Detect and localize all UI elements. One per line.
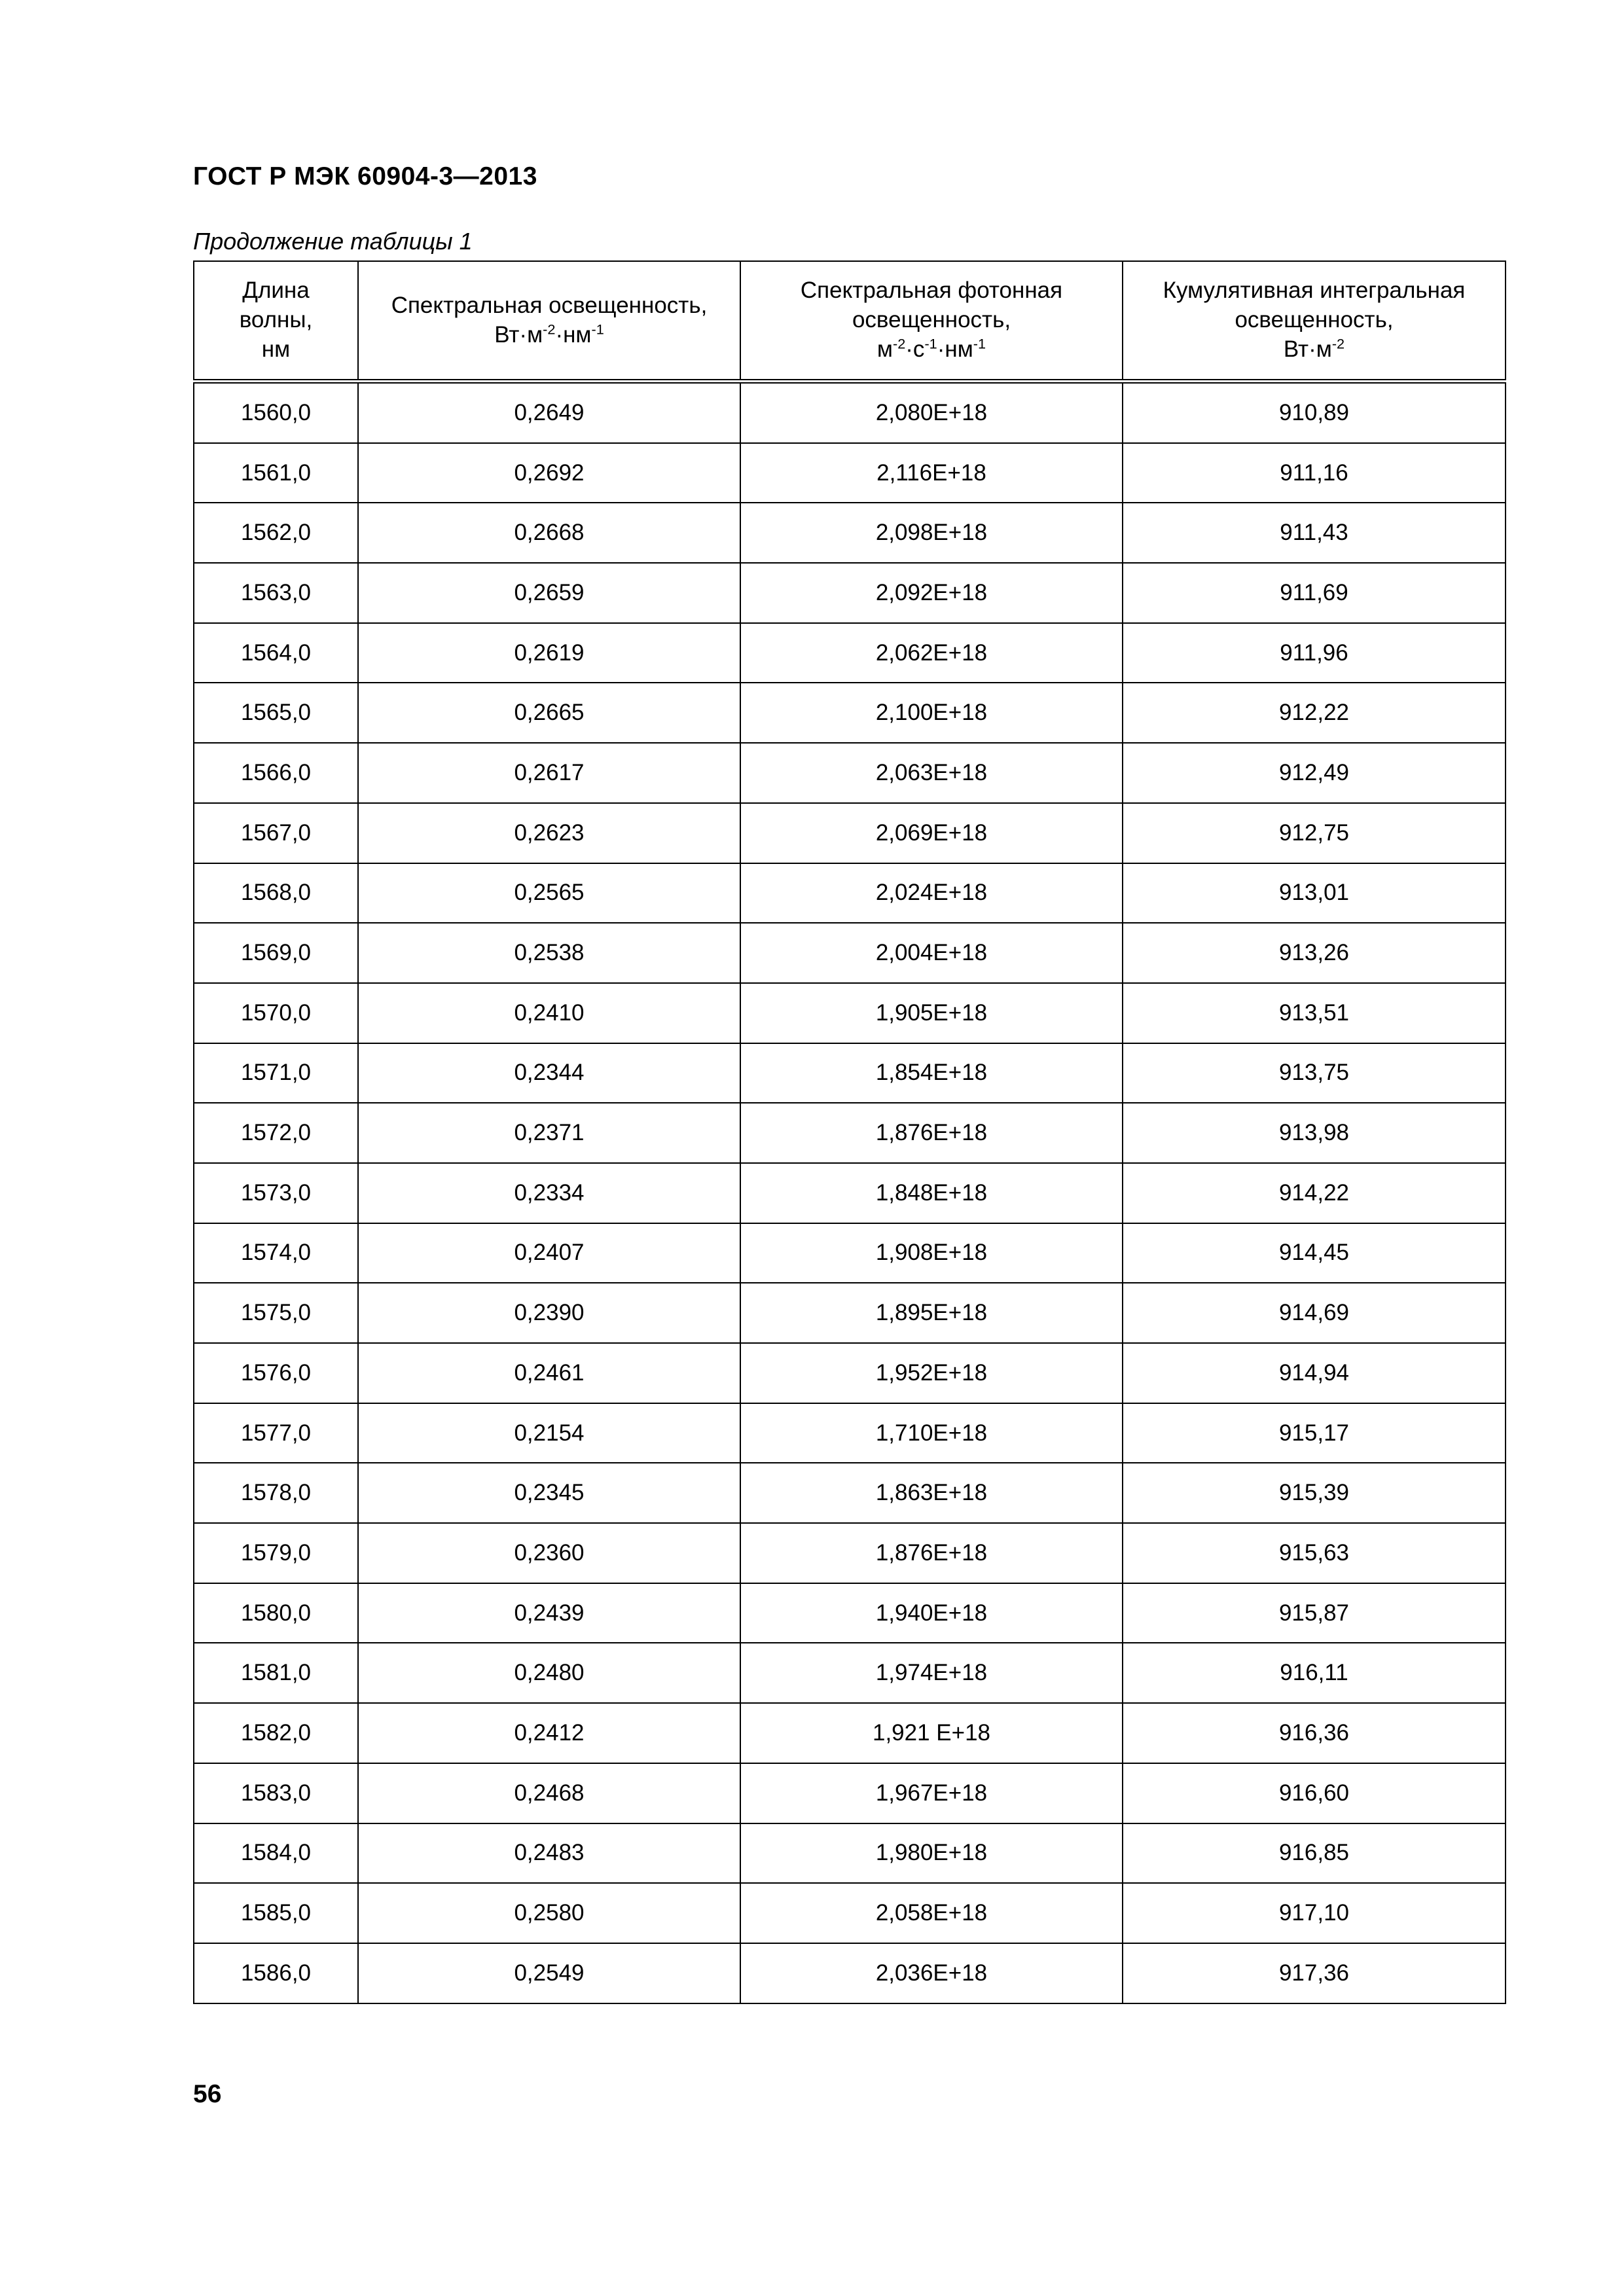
cell-cumulative-irradiance: 915,63	[1123, 1523, 1506, 1583]
table-row	[194, 1043, 1506, 1103]
cell-wavelength: 1581,0	[194, 1643, 358, 1703]
table-row	[194, 1883, 1506, 1943]
cell-photon-irradiance: 1,876E+18	[740, 1103, 1123, 1163]
table-row	[194, 983, 1506, 1043]
cell-wavelength: 1585,0	[194, 1883, 358, 1943]
page-number: 56	[193, 2080, 222, 2108]
cell-spectral-irradiance: 0,2154	[358, 1403, 740, 1463]
cell-wavelength: 1566,0	[194, 743, 358, 803]
header-text: Спектральная фотонная	[800, 278, 1063, 304]
cell-wavelength: 1567,0	[194, 803, 358, 863]
table-row	[194, 1823, 1506, 1884]
cell-cumulative-irradiance: 913,01	[1123, 863, 1506, 924]
cell-spectral-irradiance: 0,2407	[358, 1223, 740, 1283]
cell-cumulative-irradiance: 912,22	[1123, 683, 1506, 743]
cell-cumulative-irradiance: 915,39	[1123, 1463, 1506, 1523]
table-row	[194, 1223, 1506, 1283]
table-header	[194, 261, 1506, 382]
document-title: ГОСТ Р МЭК 60904-3—2013	[193, 162, 537, 190]
header-text: нм	[261, 336, 291, 362]
cell-wavelength: 1569,0	[194, 923, 358, 983]
cell-photon-irradiance: 2,100E+18	[740, 683, 1123, 743]
cell-cumulative-irradiance: 911,43	[1123, 503, 1506, 563]
cell-wavelength: 1574,0	[194, 1223, 358, 1283]
table-row	[194, 1103, 1506, 1163]
table-row	[194, 503, 1506, 563]
table-row	[194, 803, 1506, 863]
cell-photon-irradiance: 2,069E+18	[740, 803, 1123, 863]
cell-wavelength: 1578,0	[194, 1463, 358, 1523]
header-cumulative-irradiance	[1123, 261, 1506, 382]
cell-wavelength: 1571,0	[194, 1043, 358, 1103]
cell-photon-irradiance: 1,974E+18	[740, 1643, 1123, 1703]
cell-spectral-irradiance: 0,2371	[358, 1103, 740, 1163]
table-row	[194, 563, 1506, 623]
header-text: Длина	[242, 278, 310, 304]
table-row	[194, 683, 1506, 743]
cell-cumulative-irradiance: 911,16	[1123, 443, 1506, 503]
cell-cumulative-irradiance: 916,11	[1123, 1643, 1506, 1703]
cell-wavelength: 1580,0	[194, 1583, 358, 1643]
cell-cumulative-irradiance: 913,51	[1123, 983, 1506, 1043]
cell-spectral-irradiance: 0,2410	[358, 983, 740, 1043]
cell-spectral-irradiance: 0,2623	[358, 803, 740, 863]
cell-wavelength: 1586,0	[194, 1943, 358, 2003]
table-row	[194, 1403, 1506, 1463]
cell-photon-irradiance: 1,908E+18	[740, 1223, 1123, 1283]
cell-spectral-irradiance: 0,2412	[358, 1703, 740, 1763]
cell-cumulative-irradiance: 911,69	[1123, 563, 1506, 623]
cell-photon-irradiance: 2,116E+18	[740, 443, 1123, 503]
cell-spectral-irradiance: 0,2649	[358, 382, 740, 443]
cell-wavelength: 1561,0	[194, 443, 358, 503]
cell-spectral-irradiance: 0,2692	[358, 443, 740, 503]
cell-photon-irradiance: 2,063E+18	[740, 743, 1123, 803]
cell-photon-irradiance: 2,080E+18	[740, 382, 1123, 443]
header-wavelength	[194, 261, 358, 382]
cell-cumulative-irradiance: 912,49	[1123, 743, 1506, 803]
cell-photon-irradiance: 1,905E+18	[740, 983, 1123, 1043]
cell-cumulative-irradiance: 917,10	[1123, 1883, 1506, 1943]
cell-wavelength: 1568,0	[194, 863, 358, 924]
table-row	[194, 1583, 1506, 1643]
cell-wavelength: 1565,0	[194, 683, 358, 743]
header-text: Спектральная освещенность,	[391, 292, 708, 318]
cell-photon-irradiance: 1,710E+18	[740, 1403, 1123, 1463]
table-row	[194, 1523, 1506, 1583]
cell-spectral-irradiance: 0,2659	[358, 563, 740, 623]
spectral-data-table	[193, 260, 1506, 2004]
cell-cumulative-irradiance: 915,87	[1123, 1583, 1506, 1643]
cell-wavelength: 1575,0	[194, 1283, 358, 1343]
cell-spectral-irradiance: 0,2439	[358, 1583, 740, 1643]
header-spectral-irradiance	[358, 261, 740, 382]
cell-spectral-irradiance: 0,2390	[358, 1283, 740, 1343]
cell-cumulative-irradiance: 917,36	[1123, 1943, 1506, 2003]
cell-cumulative-irradiance: 910,89	[1123, 382, 1506, 443]
cell-spectral-irradiance: 0,2461	[358, 1343, 740, 1403]
table-row	[194, 743, 1506, 803]
cell-wavelength: 1576,0	[194, 1343, 358, 1403]
cell-cumulative-irradiance: 916,60	[1123, 1763, 1506, 1823]
cell-wavelength: 1582,0	[194, 1703, 358, 1763]
cell-wavelength: 1563,0	[194, 563, 358, 623]
cell-cumulative-irradiance: 913,26	[1123, 923, 1506, 983]
cell-photon-irradiance: 2,062E+18	[740, 623, 1123, 683]
cell-wavelength: 1584,0	[194, 1823, 358, 1884]
table-row	[194, 1763, 1506, 1823]
table-row	[194, 1343, 1506, 1403]
cell-wavelength: 1560,0	[194, 382, 358, 443]
cell-wavelength: 1570,0	[194, 983, 358, 1043]
cell-wavelength: 1577,0	[194, 1403, 358, 1463]
header-text: освещенность,	[1235, 307, 1394, 333]
table-row	[194, 443, 1506, 503]
table-body	[194, 382, 1506, 2003]
cell-photon-irradiance: 2,036E+18	[740, 1943, 1123, 2003]
cell-wavelength: 1562,0	[194, 503, 358, 563]
cell-spectral-irradiance: 0,2483	[358, 1823, 740, 1884]
header-row	[194, 261, 1506, 382]
table-row	[194, 1703, 1506, 1763]
cell-spectral-irradiance: 0,2480	[358, 1643, 740, 1703]
cell-cumulative-irradiance: 912,75	[1123, 803, 1506, 863]
table-row	[194, 623, 1506, 683]
cell-spectral-irradiance: 0,2580	[358, 1883, 740, 1943]
cell-spectral-irradiance: 0,2468	[358, 1763, 740, 1823]
cell-cumulative-irradiance: 913,98	[1123, 1103, 1506, 1163]
cell-photon-irradiance: 1,854E+18	[740, 1043, 1123, 1103]
header-unit: $Вт\cdot м^{-2}$	[1283, 335, 1345, 362]
table-row	[194, 1943, 1506, 2003]
cell-wavelength: 1564,0	[194, 623, 358, 683]
cell-photon-irradiance: 2,058E+18	[740, 1883, 1123, 1943]
cell-wavelength: 1579,0	[194, 1523, 358, 1583]
table-row	[194, 1283, 1506, 1343]
cell-spectral-irradiance: 0,2617	[358, 743, 740, 803]
cell-spectral-irradiance: 0,2334	[358, 1163, 740, 1223]
cell-photon-irradiance: 1,921 E+18	[740, 1703, 1123, 1763]
cell-photon-irradiance: 1,863E+18	[740, 1463, 1123, 1523]
table-row	[194, 1463, 1506, 1523]
header-text: Кумулятивная интегральная	[1163, 278, 1466, 304]
cell-photon-irradiance: 2,092E+18	[740, 563, 1123, 623]
cell-spectral-irradiance: 0,2538	[358, 923, 740, 983]
cell-photon-irradiance: 1,848E+18	[740, 1163, 1123, 1223]
table-row	[194, 1643, 1506, 1703]
table-row	[194, 863, 1506, 924]
header-text: освещенность,	[852, 307, 1011, 333]
cell-photon-irradiance: 1,952E+18	[740, 1343, 1123, 1403]
cell-cumulative-irradiance: 913,75	[1123, 1043, 1506, 1103]
cell-cumulative-irradiance: 914,69	[1123, 1283, 1506, 1343]
cell-spectral-irradiance: 0,2345	[358, 1463, 740, 1523]
cell-spectral-irradiance: 0,2549	[358, 1943, 740, 2003]
table-caption: Продолжение таблицы 1	[193, 228, 473, 255]
cell-spectral-irradiance: 0,2344	[358, 1043, 740, 1103]
cell-cumulative-irradiance: 914,22	[1123, 1163, 1506, 1223]
cell-spectral-irradiance: 0,2360	[358, 1523, 740, 1583]
cell-cumulative-irradiance: 915,17	[1123, 1403, 1506, 1463]
table-row	[194, 923, 1506, 983]
table-row	[194, 382, 1506, 443]
cell-photon-irradiance: 1,980E+18	[740, 1823, 1123, 1884]
cell-cumulative-irradiance: 914,94	[1123, 1343, 1506, 1403]
header-unit: $Вт\cdot м^{-2}\cdot нм^{-1}$	[494, 320, 604, 348]
header-text: волны,	[239, 307, 313, 333]
cell-cumulative-irradiance: 911,96	[1123, 623, 1506, 683]
table-row	[194, 1163, 1506, 1223]
cell-wavelength: 1573,0	[194, 1163, 358, 1223]
cell-cumulative-irradiance: 916,85	[1123, 1823, 1506, 1884]
header-spectral-photon-irradiance	[740, 261, 1123, 382]
cell-photon-irradiance: 1,895E+18	[740, 1283, 1123, 1343]
cell-photon-irradiance: 1,967E+18	[740, 1763, 1123, 1823]
cell-wavelength: 1572,0	[194, 1103, 358, 1163]
cell-spectral-irradiance: 0,2619	[358, 623, 740, 683]
cell-spectral-irradiance: 0,2565	[358, 863, 740, 924]
cell-photon-irradiance: 2,024E+18	[740, 863, 1123, 924]
cell-spectral-irradiance: 0,2668	[358, 503, 740, 563]
cell-spectral-irradiance: 0,2665	[358, 683, 740, 743]
cell-photon-irradiance: 2,004E+18	[740, 923, 1123, 983]
cell-cumulative-irradiance: 914,45	[1123, 1223, 1506, 1283]
cell-photon-irradiance: 2,098E+18	[740, 503, 1123, 563]
cell-photon-irradiance: 1,876E+18	[740, 1523, 1123, 1583]
cell-wavelength: 1583,0	[194, 1763, 358, 1823]
header-unit: $м^{-2}\cdot с^{-1}\cdot нм^{-1}$	[876, 335, 986, 362]
cell-photon-irradiance: 1,940E+18	[740, 1583, 1123, 1643]
cell-cumulative-irradiance: 916,36	[1123, 1703, 1506, 1763]
